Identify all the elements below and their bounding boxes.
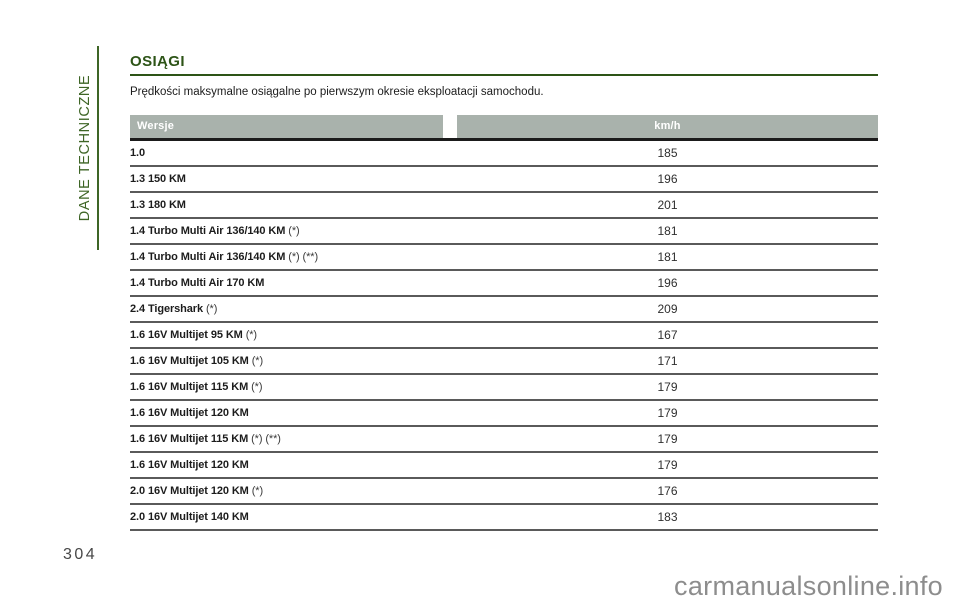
- table-row: [130, 453, 878, 479]
- performance-table: [130, 115, 878, 531]
- version-note: (*) (**): [248, 433, 281, 445]
- section-description: Prędkości maksymalne osiągalne po pierwszym okresie eksploatacji samochodu.: [130, 86, 544, 98]
- kmh-cell: 179: [657, 458, 678, 472]
- kmh-cell: 185: [657, 146, 678, 160]
- version-cell: 1.4 Turbo Multi Air 170 KM: [130, 277, 265, 289]
- table-header-row: [130, 115, 878, 138]
- table-row: [130, 505, 878, 531]
- version-cell: 1.4 Turbo Multi Air 136/140 KM (*): [130, 225, 300, 237]
- table-row: [130, 427, 878, 453]
- version-note: (*): [248, 355, 264, 367]
- table-body: [130, 141, 878, 531]
- table-row: [130, 271, 878, 297]
- version-cell: 1.6 16V Multijet 120 KM: [130, 459, 249, 471]
- version-cell: 1.4 Turbo Multi Air 136/140 KM (*) (**): [130, 251, 319, 263]
- version-cell: 1.6 16V Multijet 95 KM (*): [130, 329, 257, 341]
- version-cell: 1.3 150 KM: [130, 173, 186, 185]
- table-row: [130, 167, 878, 193]
- version-cell: 1.0: [130, 147, 145, 159]
- kmh-cell: 181: [657, 224, 678, 238]
- table-row: [130, 375, 878, 401]
- table-row: [130, 141, 878, 167]
- table-row: [130, 245, 878, 271]
- kmh-cell: 179: [657, 432, 678, 446]
- version-cell: 1.6 16V Multijet 120 KM: [130, 407, 249, 419]
- kmh-cell: 201: [657, 198, 678, 212]
- kmh-cell: 176: [657, 484, 678, 498]
- version-note: (*): [285, 225, 300, 237]
- page-number: 304: [63, 546, 98, 563]
- kmh-cell: 209: [657, 302, 678, 316]
- kmh-cell: 181: [657, 250, 678, 264]
- table-row: [130, 297, 878, 323]
- version-cell: 1.6 16V Multijet 115 KM (*): [130, 381, 263, 393]
- column-header-kmh: km/h: [457, 115, 878, 138]
- kmh-cell: 171: [657, 354, 678, 368]
- version-cell: 2.0 16V Multijet 140 KM: [130, 511, 249, 523]
- kmh-cell: 167: [657, 328, 678, 342]
- version-cell: 2.0 16V Multijet 120 KM (*): [130, 485, 264, 497]
- table-row: [130, 323, 878, 349]
- version-note: (*): [203, 303, 218, 315]
- sidebar-section-label: DANE TECHNICZNE: [77, 46, 99, 250]
- kmh-cell: 179: [657, 380, 678, 394]
- version-note: (*): [248, 485, 264, 497]
- version-note: (*) (**): [285, 251, 319, 263]
- table-row: [130, 401, 878, 427]
- version-note: (*): [248, 381, 263, 393]
- kmh-cell: 183: [657, 510, 678, 524]
- table-row: [130, 219, 878, 245]
- main-content: [130, 53, 878, 531]
- version-cell: 2.4 Tigershark (*): [130, 303, 218, 315]
- table-row: [130, 193, 878, 219]
- page-title: OSIĄGI: [130, 53, 878, 76]
- kmh-cell: 196: [657, 276, 678, 290]
- column-header-versions: Wersje: [130, 115, 443, 138]
- version-note: (*): [242, 329, 257, 341]
- watermark-text: carmanualsonline.info: [674, 571, 943, 601]
- version-cell: 1.6 16V Multijet 105 KM (*): [130, 355, 264, 367]
- version-cell: 1.3 180 KM: [130, 199, 186, 211]
- kmh-cell: 196: [657, 172, 678, 186]
- table-row: [130, 479, 878, 505]
- kmh-cell: 179: [657, 406, 678, 420]
- version-cell: 1.6 16V Multijet 115 KM (*) (**): [130, 433, 281, 445]
- table-row: [130, 349, 878, 375]
